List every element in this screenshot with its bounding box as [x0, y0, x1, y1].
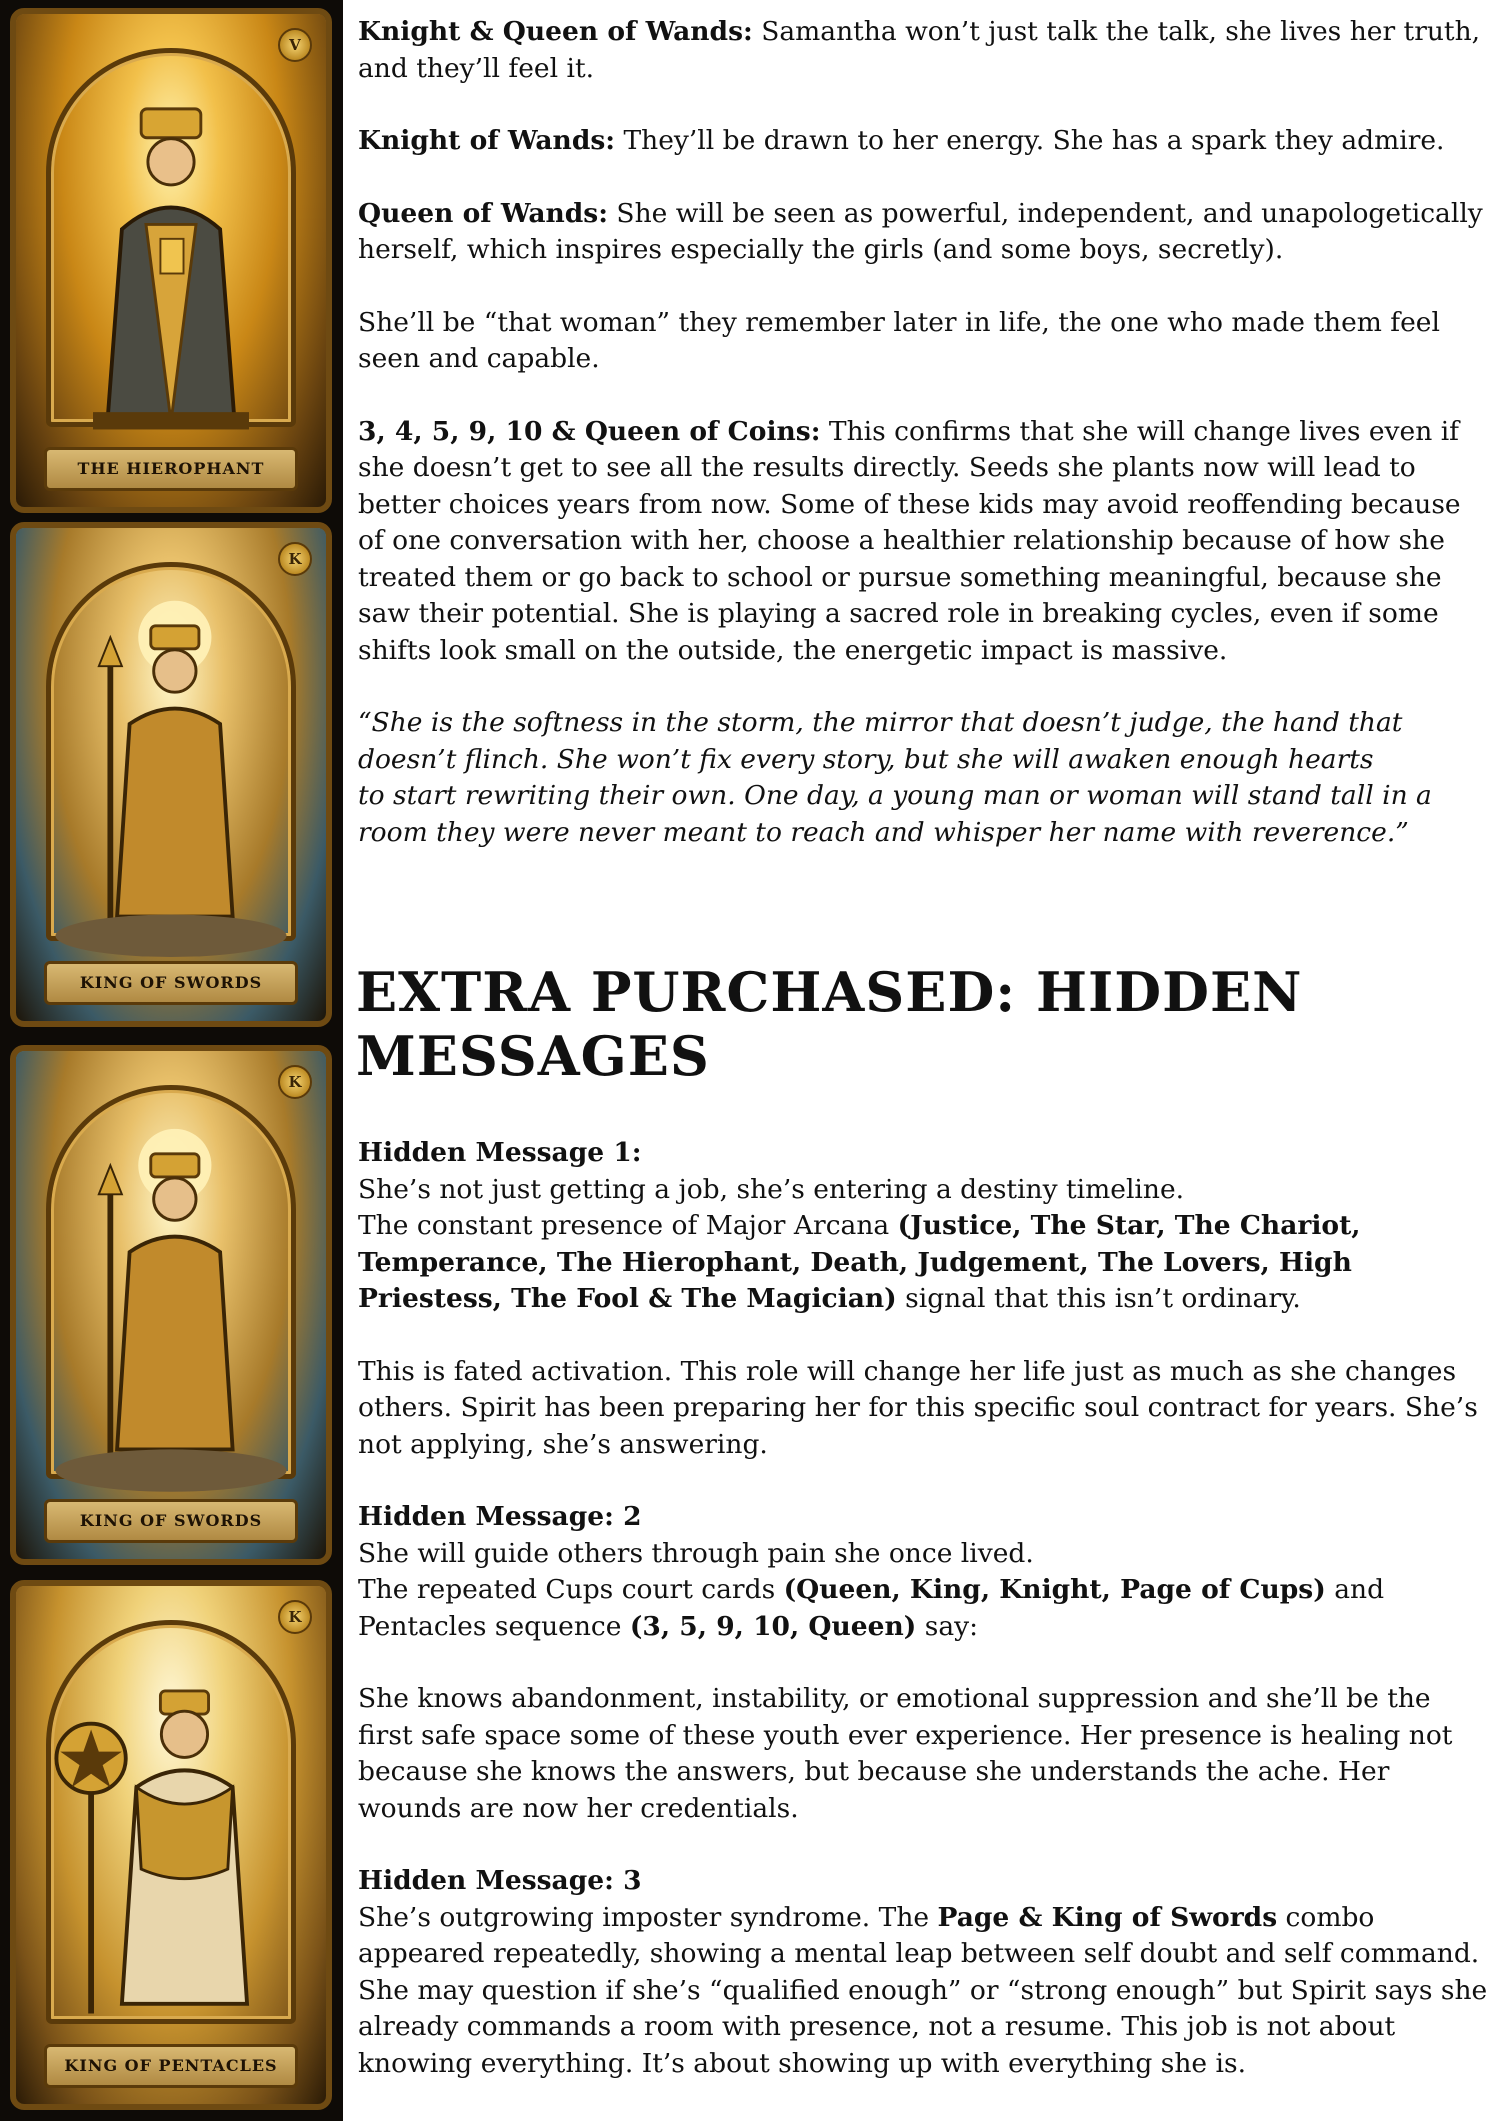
card-title: KING OF PENTACLES — [44, 2044, 298, 2088]
king-figure — [16, 1051, 326, 1559]
closing-quote — [358, 705, 1490, 851]
tarot-card-column — [0, 0, 343, 2121]
hidden-message-text: combo appeared repeatedly, showing a mental leap between self doubt and self command. She may question if she’s “qualified enough” or “strong enough” but Spirit says she already commands a room with presence, not a resume. This job is not about knowing everything. It’s about showing up with everything she is. — [358, 1901, 1488, 2079]
king-figure — [16, 528, 326, 1021]
paragraph-text: She knows abandonment, instability, or emotional suppression and she’ll be the first safe space some of these youth ever experience. Her presence is healing not because she knows the answers, but because she understands the ache. Her wounds are now her credentials. — [358, 1683, 1453, 1824]
hidden-message-3 — [358, 1863, 1490, 2082]
card-king-of-swords-repeat — [10, 1045, 332, 1565]
section-heading: EXTRA PURCHASED: HIDDEN MESSAGES — [356, 960, 1303, 1088]
hidden-message-line: She’s not just getting a job, she’s entering a destiny timeline. — [358, 1173, 1185, 1205]
king-of-pentacles-figure — [16, 1586, 326, 2104]
hidden-message-text: She’s outgrowing imposter syndrome. The — [358, 1901, 938, 1933]
hidden-message-text: and Pentacles sequence — [358, 1574, 1385, 1642]
hidden-message-1-detail — [358, 1354, 1490, 1464]
paragraph-text: This is fated activation. This role will change her life just as much as she changes others. Spirit has been preparing her for this specific soul contract for years. She’s not applying, she’s answering. — [358, 1355, 1478, 1460]
card-the-hierophant — [10, 8, 332, 513]
paragraph-text: She will be seen as powerful, independent, and unapologetically herself, which inspires especially the girls (and some boys, secretly). — [358, 197, 1483, 265]
card-label: Knight & Queen of Wands: — [358, 16, 753, 47]
card-king-of-pentacles — [10, 1580, 332, 2110]
paragraph-text: Samantha won’t just talk the talk, she lives her truth, and they’ll feel it. — [358, 16, 1481, 84]
card-title: THE HIEROPHANT — [44, 447, 298, 491]
card-numeral-badge: V — [278, 28, 312, 62]
hidden-message-text: The repeated Cups court cards — [358, 1574, 784, 1605]
card-king-of-swords — [10, 522, 332, 1027]
hidden-message-text: signal that this isn’t ordinary. — [896, 1283, 1301, 1314]
quote-line: to start rewriting their own. One day, a young man or woman will stand tall in a room they were never meant to reach and whisper her name with reverence.” — [358, 780, 1432, 848]
hidden-message-text: The constant presence of Major Arcana — [358, 1210, 898, 1241]
card-label: Knight of Wands: — [358, 125, 616, 156]
hidden-message-2 — [358, 1499, 1490, 1645]
hidden-message-text: say: — [916, 1610, 979, 1642]
card-numeral-badge: K — [278, 1600, 312, 1634]
hidden-message-line: She will guide others through pain she once lived. — [358, 1537, 1034, 1569]
hidden-message-title: Hidden Message: 2 — [358, 1501, 642, 1532]
hidden-message-2-detail — [358, 1681, 1490, 1827]
card-list: (Justice, The Star, The Chariot, Temperance, The Hierophant, Death, Judgement, The Lovers, High Priestess, The Fool & The Magician) — [358, 1210, 1361, 1314]
paragraph-coins — [358, 414, 1490, 670]
hidden-messages-section — [358, 1135, 1490, 2118]
card-numeral-badge: K — [278, 542, 312, 576]
card-label: Queen of Wands: — [358, 197, 608, 229]
quote-line: “She is the softness in the storm, the mirror that doesn’t judge, the hand that doesn’t flinch. She won’t fix every story, but she will awaken enough hearts — [358, 707, 1403, 775]
card-numeral-badge: K — [278, 1065, 312, 1099]
card-list: Page & King of Swords — [937, 1901, 1278, 1933]
paragraph-text: This confirms that she will change lives even if she doesn’t get to see all the results directly. Seeds she plants now will lead to better choices years from now. Some of these kids may avoid reoffending because of one conversation with her, choose a healthier relationship because of how she treated them or go back to school or pursue something meaningful, because she saw their potential. She is playing a sacred role in breaking cycles, even if some shifts look small on the outside, the energetic impact is massive. — [358, 415, 1461, 666]
paragraph-queen-wands — [358, 196, 1490, 269]
paragraph-text: They’ll be drawn to her energy. She has a spark they admire. — [615, 125, 1445, 156]
paragraph-knight-queen-wands — [358, 14, 1490, 87]
paragraph-knight-wands — [358, 123, 1490, 160]
hidden-message-title: Hidden Message: 3 — [358, 1865, 642, 1896]
reading-section — [358, 14, 1490, 887]
hidden-message-title: Hidden Message 1: — [358, 1137, 642, 1168]
hierophant-figure — [16, 14, 326, 507]
card-title: KING OF SWORDS — [44, 961, 298, 1005]
card-title: KING OF SWORDS — [44, 1499, 298, 1543]
paragraph-text: She’ll be “that woman” they remember later in life, the one who made them feel seen and capable. — [358, 306, 1440, 374]
card-label: 3, 4, 5, 9, 10 & Queen of Coins: — [358, 415, 821, 447]
card-list: (3, 5, 9, 10, Queen) — [629, 1610, 917, 1642]
paragraph-that-woman — [358, 305, 1490, 378]
hidden-message-1 — [358, 1135, 1490, 1318]
card-list: (Queen, King, Knight, Page of Cups) — [783, 1574, 1326, 1605]
